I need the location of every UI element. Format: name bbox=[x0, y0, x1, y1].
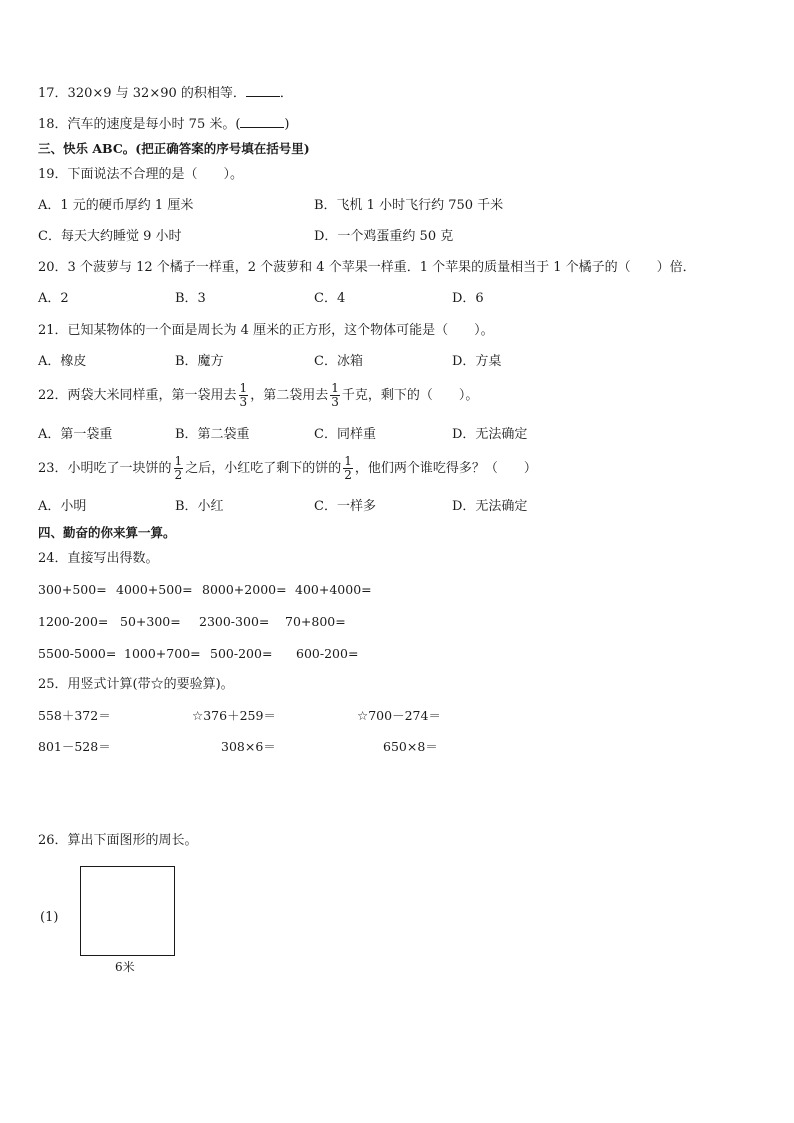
q19-option-d[interactable]: D．一个鸡蛋重约 50 克 bbox=[314, 229, 454, 244]
q21-option-c[interactable]: C．冰箱 bbox=[314, 354, 363, 369]
calc-item: 50+300= bbox=[120, 614, 181, 629]
calc-item: 500-200= bbox=[210, 646, 273, 661]
q21-option-d[interactable]: D．方桌 bbox=[452, 354, 502, 369]
calc-item: 5500-5000= bbox=[38, 646, 117, 661]
q19-option-a[interactable]: A．1 元的硬币厚约 1 厘米 bbox=[38, 198, 194, 213]
question-24: 24．直接写出得数。 bbox=[38, 551, 159, 566]
question-20: 20．3 个菠萝与 12 个橘子一样重，2 个菠萝和 4 个苹果一样重．1 个苹果的质量相当于 1 个橘子的（ ）倍． bbox=[38, 260, 696, 275]
question-23 bbox=[38, 455, 537, 483]
q23-option-c[interactable]: C．一样多 bbox=[314, 499, 376, 514]
question-26: 26．算出下面图形的周长。 bbox=[38, 833, 198, 848]
q20-option-a[interactable]: A．2 bbox=[38, 291, 69, 306]
section-4-title: 四、勤奋的你来算一算。 bbox=[38, 525, 176, 540]
vertical-calc-item: 558＋372＝ bbox=[38, 708, 111, 723]
q23-option-a[interactable]: A．小明 bbox=[38, 499, 87, 514]
question-23-part2: 之后，小红吃了剩下的饼的 bbox=[185, 461, 342, 476]
question-22-part1: 22．两袋大米同样重，第一袋用去 bbox=[38, 388, 237, 403]
question-22-part2: ，第二袋用去 bbox=[250, 388, 329, 403]
calc-item: 4000+500= bbox=[116, 582, 193, 597]
side-length-label: 6米 bbox=[115, 960, 135, 974]
vertical-calc-item: 650×8＝ bbox=[383, 739, 438, 754]
question-21: 21．已知某物体的一个面是周长为 4 厘米的正方形，这个物体可能是（ ）。 bbox=[38, 323, 494, 338]
calc-item: 2300-300= bbox=[199, 614, 270, 629]
vertical-calc-item: ☆376＋259＝ bbox=[192, 708, 276, 723]
vertical-calc-item: ☆700－274＝ bbox=[357, 708, 441, 723]
fraction-one-half bbox=[174, 455, 184, 482]
question-17-text: 17．320×9 与 32×90 的积相等． bbox=[38, 86, 246, 101]
answer-blank[interactable] bbox=[240, 114, 284, 128]
fraction-one-half bbox=[343, 455, 353, 482]
q19-option-c[interactable]: C．每天大约睡觉 9 小时 bbox=[38, 229, 182, 244]
fraction-denominator: 2 bbox=[344, 468, 352, 482]
calc-item: 400+4000= bbox=[295, 582, 372, 597]
section-3-title: 三、快乐 ABC。(把正确答案的序号填在括号里) bbox=[38, 141, 310, 156]
question-18 bbox=[38, 114, 290, 134]
calc-item: 8000+2000= bbox=[202, 582, 287, 597]
fraction-one-third bbox=[239, 382, 249, 409]
fraction-denominator: 3 bbox=[239, 395, 248, 409]
square-figure bbox=[80, 866, 175, 956]
q23-option-b[interactable]: B．小红 bbox=[175, 499, 224, 514]
q20-option-d[interactable]: D．6 bbox=[452, 291, 484, 306]
calc-item: 300+500= bbox=[38, 582, 107, 597]
question-17 bbox=[38, 83, 293, 103]
q21-option-a[interactable]: A．橡皮 bbox=[38, 354, 87, 369]
fraction-numerator: 1 bbox=[174, 454, 183, 468]
q22-option-a[interactable]: A．第一袋重 bbox=[38, 427, 113, 442]
question-22-part3: 千克，剩下的（ ）。 bbox=[341, 388, 479, 403]
fraction-denominator: 2 bbox=[174, 468, 183, 482]
q21-option-b[interactable]: B．魔方 bbox=[175, 354, 224, 369]
question-22 bbox=[38, 382, 478, 410]
fraction-one-third bbox=[330, 382, 340, 409]
figure-label: (1) bbox=[40, 910, 59, 925]
vertical-calc-item: 308×6＝ bbox=[221, 739, 276, 754]
fraction-numerator: 1 bbox=[344, 454, 352, 468]
q22-option-d[interactable]: D．无法确定 bbox=[452, 427, 528, 442]
question-18-tail: ) bbox=[284, 117, 290, 132]
calc-item: 600-200= bbox=[296, 646, 359, 661]
fraction-numerator: 1 bbox=[331, 381, 339, 395]
q22-option-b[interactable]: B．第二袋重 bbox=[175, 427, 250, 442]
question-19: 19．下面说法不合理的是（ ）。 bbox=[38, 167, 244, 182]
calc-item: 70+800= bbox=[285, 614, 346, 629]
question-23-part1: 23．小明吃了一块饼的 bbox=[38, 461, 172, 476]
vertical-calc-item: 801－528＝ bbox=[38, 739, 111, 754]
calc-item: 1000+700= bbox=[124, 646, 201, 661]
q20-option-b[interactable]: B．3 bbox=[175, 291, 206, 306]
q20-option-c[interactable]: C．4 bbox=[314, 291, 346, 306]
fraction-denominator: 3 bbox=[331, 395, 339, 409]
question-23-part3: ，他们两个谁吃得多？（ ） bbox=[354, 461, 537, 476]
question-18-text: 18．汽车的速度是每小时 75 米。( bbox=[38, 117, 241, 132]
q19-option-b[interactable]: B．飞机 1 小时飞行约 750 千米 bbox=[314, 198, 504, 213]
fraction-numerator: 1 bbox=[239, 381, 248, 395]
q22-option-c[interactable]: C．同样重 bbox=[314, 427, 376, 442]
question-25: 25．用竖式计算(带☆的要验算)。 bbox=[38, 677, 234, 692]
question-17-tail: ． bbox=[279, 86, 293, 101]
answer-blank[interactable] bbox=[246, 83, 280, 97]
calc-item: 1200-200= bbox=[38, 614, 109, 629]
q23-option-d[interactable]: D．无法确定 bbox=[452, 499, 528, 514]
